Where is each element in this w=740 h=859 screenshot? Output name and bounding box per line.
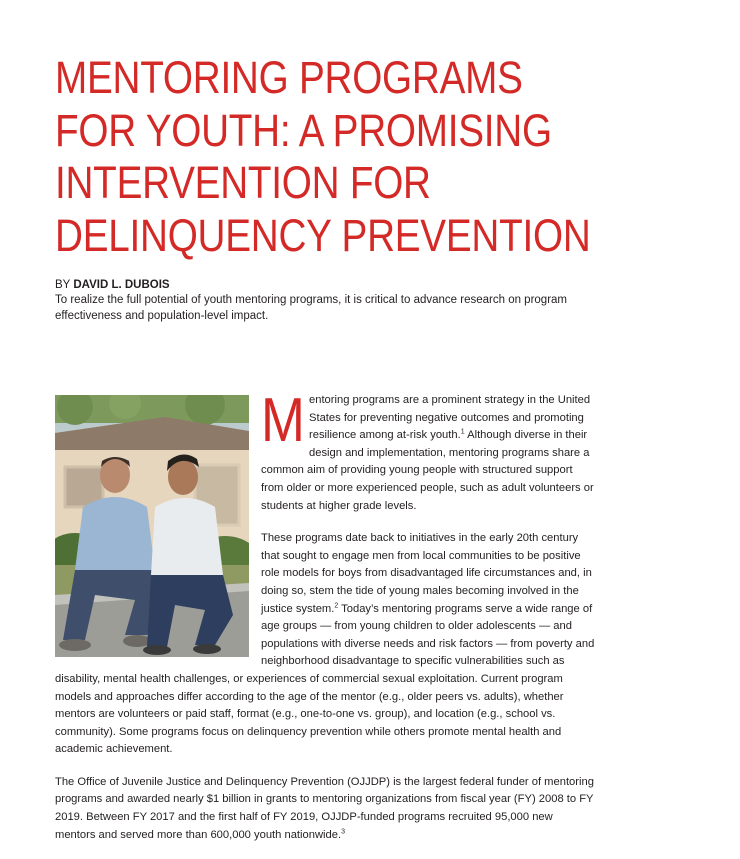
mentor-and-youth-photo <box>55 395 249 657</box>
footnote-ref[interactable]: 2 <box>334 601 339 609</box>
article-body <box>55 386 595 859</box>
drop-cap: M <box>261 386 305 455</box>
title-line: FOR YOUTH: A PROMISING <box>55 104 552 156</box>
title-line: DELINQUENCY PREVENTION <box>55 209 591 261</box>
article-dek: To realize the full potential of youth mentoring programs, it is critical to advance research on program effectiveness and population-level impact. <box>55 294 568 322</box>
byline <box>55 278 170 292</box>
paragraph-text: entoring programs are a prominent strategy in the United States for preventing negative outcomes and promoting resilience among at-risk youth. <box>309 394 591 442</box>
author-name: DAVID L. DUBOIS <box>73 279 170 291</box>
body-paragraph <box>55 774 595 844</box>
article-title <box>55 52 605 262</box>
paragraph-text: Today’s mentoring programs serve a wide range of age groups — from young children to older adolescents — and populations with diverse needs and risk factors — from poverty and neighborhood disadvantage to specific vulnerabilities such as disability, mental health challenges, or experiences of commercial sexual exploitation. Current program models and approaches differ according to the age of the mentor (e.g., older peers vs. adults), whether mentors are volunteers or paid staff, format (e.g., one-to-one vs. group), and location (e.g., school vs. community). Some programs focus on delinquency prevention while others promote mental health and academic achievement. <box>55 602 595 756</box>
title-line: INTERVENTION FOR <box>55 157 431 208</box>
title-line: MENTORING PROGRAMS <box>55 52 523 103</box>
byline-prefix: BY <box>55 279 74 291</box>
paragraph-text: Although diverse in their design and implementation, mentoring programs share a common aim of providing young people with structured support from older or more experienced people, such as adult volunteers or students at higher grade levels. <box>261 429 594 512</box>
footnote-ref[interactable]: 1 <box>460 428 465 436</box>
paragraph-text: These programs date back to initiatives in the early 20th century that sought to engage men from local communities to be positive role models for boys from disadvantaged life circumstances and, in doing so, stem the tide of young males becoming involved in the justice system. <box>261 532 592 615</box>
paragraph-text: The Office of Juvenile Justice and Delinquency Prevention (OJJDP) is the largest federal funder of mentoring programs and awarded nearly $1 billion in grants to mentoring organizations from fiscal year (FY) 2008 to FY 2019. Between FY 2017 and the first half of FY 2019, OJJDP-funded programs recruited 95,000 new mentors and served more than 600,000 youth nationwide. <box>55 775 594 841</box>
footnote-ref[interactable]: 3 <box>341 827 345 835</box>
